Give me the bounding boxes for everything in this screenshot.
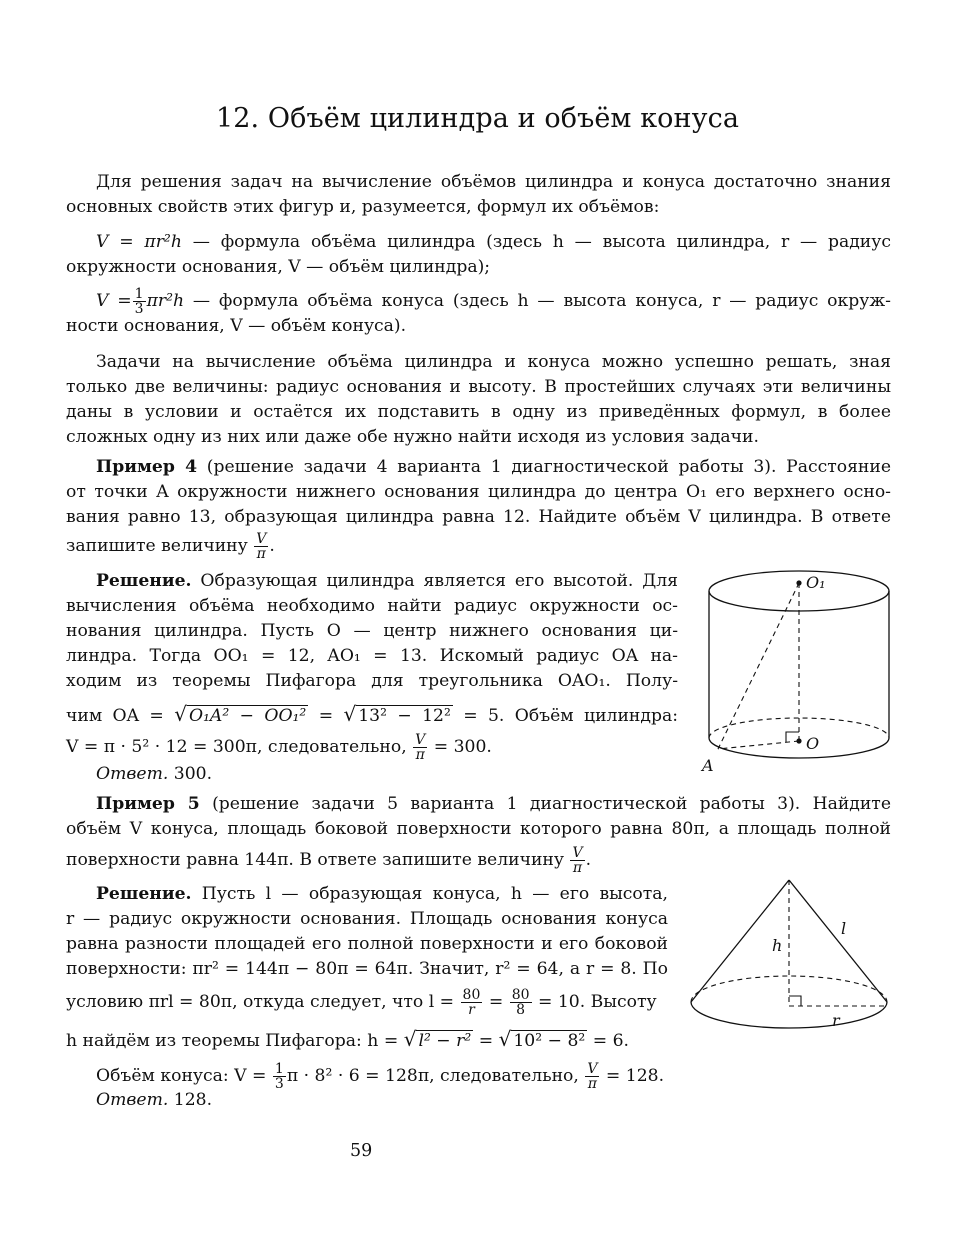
solution4-line-6-post: = 5. Объём цилиндра: xyxy=(452,706,678,726)
solution5-line-7 xyxy=(96,1062,664,1091)
label-O1: O₁ xyxy=(806,573,826,592)
solution4-line-1 xyxy=(96,569,678,594)
solution4-line-5: ходим из теоремы Пифагора для треугольника OAO₁. Полу- xyxy=(66,671,678,691)
cylinder-formula-text: — формула объёма цилиндра (здесь h — высота цилиндра, r — радиус xyxy=(181,232,892,252)
solution4-line-6-pre: чим OA = xyxy=(66,706,164,726)
example4-fraction xyxy=(254,532,268,561)
fraction-denominator: π xyxy=(587,1076,597,1092)
solution4-label: Решение. xyxy=(96,571,192,591)
right-angle-mark xyxy=(789,996,801,1006)
fraction-numerator: V xyxy=(572,845,583,861)
sqrt-radicand-2: 13² − 12² xyxy=(358,706,451,726)
sqrt-sign: √ xyxy=(498,1027,512,1051)
solution5-answer xyxy=(96,1088,212,1113)
fraction-numerator: V xyxy=(587,1061,598,1077)
solution4-line-1-text: Образующая цилиндра является его высотой. Для xyxy=(191,571,678,591)
solution5-line-1 xyxy=(96,882,668,907)
example4-line-3: вания равно 13, образующая цилиндра равна 12. Найдите объём V цилиндра. В ответе xyxy=(66,507,891,527)
cone-figure xyxy=(688,872,898,1042)
solution5-fraction-4 xyxy=(585,1062,599,1091)
example5-line-3-text: поверхности равна 144π. В ответе запишите величину xyxy=(66,850,564,870)
solution5-line-6-post: = 6. xyxy=(587,1031,630,1051)
sqrt-radicand-2: 10² − 8² xyxy=(513,1031,586,1051)
fraction-numerator: V xyxy=(415,732,426,748)
example4-label: Пример 4 xyxy=(96,457,198,477)
fraction-numerator: V xyxy=(256,531,267,547)
solution4-line-4: линдра. Тогда OO₁ = 12, AO₁ = 13. Искомый радиус OA на- xyxy=(66,646,678,666)
point-O1 xyxy=(796,580,801,585)
para2-line-1: Задачи на вычисление объёма цилиндра и конуса можно успешно решать, зная xyxy=(96,352,891,372)
solution4-answer xyxy=(96,762,678,787)
solution4-fraction xyxy=(413,733,427,762)
fraction-numerator: 80 xyxy=(511,987,530,1003)
cylinder-formula: V = πr²h xyxy=(96,232,182,252)
cone-formula-line-1 xyxy=(96,287,891,316)
solution5-line-7-post: = 128. xyxy=(600,1066,665,1086)
fraction-denominator: 8 xyxy=(516,1002,526,1018)
sqrt-sign: √ xyxy=(174,702,187,726)
fraction-denominator: 3 xyxy=(274,1076,284,1092)
label-r: r xyxy=(832,1011,840,1030)
solution4-line-3: нования цилиндра. Пусть O — центр нижнего основания ци- xyxy=(66,621,678,641)
example4-line-1 xyxy=(96,455,891,480)
solution5-line-6-pre: h найдём из теоремы Пифагора: h = xyxy=(66,1031,399,1051)
fraction-denominator: π xyxy=(415,747,425,763)
example5-fraction xyxy=(570,846,584,875)
para2-line-2: только две величины: радиус основания и высоту. В простейших случаях эти величины xyxy=(66,377,891,397)
solution4-line-7-post: = 300. xyxy=(428,737,492,757)
solution5-line-5-post: = 10. Высоту xyxy=(532,992,657,1012)
page-number: 59 xyxy=(350,1141,373,1161)
solution5-line-4: поверхности: πr² = 144π − 80π = 64π. Значит, r² = 64, а r = 8. По xyxy=(66,959,668,979)
fraction-numerator: 1 xyxy=(274,1061,284,1077)
solution4-line-7 xyxy=(66,733,678,762)
solution5-fraction-1 xyxy=(461,988,483,1017)
example5-line-2: объём V конуса, площадь боковой поверхности которого равна 80π, а площадь полной xyxy=(66,819,891,839)
fraction-denominator: π xyxy=(256,546,266,562)
cone-formula-line-2: ности основания, V — объём конуса). xyxy=(66,316,407,336)
example5-period: . xyxy=(585,850,592,870)
cone-formula-lhs: V = xyxy=(96,291,132,311)
solution5-line-3: равна разности площадей его полной поверхности и его боковой xyxy=(66,934,668,954)
cylinder-formula-line-2: окружности основания, V — объём цилиндра); xyxy=(66,257,491,277)
section-title: 12. Объём цилиндра и объём конуса xyxy=(215,103,740,134)
answer-label: Ответ. xyxy=(96,764,169,784)
solution5-line-1-text: Пусть l — образующая конуса, h — его высота, xyxy=(191,884,668,904)
solution4-line-7-pre: V = π · 5² · 12 = 300π, следовательно, xyxy=(66,737,407,757)
solution4-line-2: вычисления объёма необходимо найти радиус окружности ос- xyxy=(66,596,678,616)
example4-line-2: от точки A окружности нижнего основания цилиндра до центра O₁ его верхнего осно- xyxy=(66,482,891,502)
sqrt-radicand-1: O₁A² − OO₁² xyxy=(188,706,307,726)
para2-line-3: даны в условии и остаётся их подставить в одну из приведённых формул, в более xyxy=(66,402,891,422)
fraction-denominator: r xyxy=(468,1002,475,1018)
solution5-fraction-3 xyxy=(273,1062,286,1091)
solution5-line-5-pre: условию πrl = 80π, откуда следует, что l = xyxy=(66,992,455,1012)
answer-label: Ответ. xyxy=(96,1090,169,1110)
cylinder-formula-line-1 xyxy=(96,230,891,255)
cylinder-figure xyxy=(698,565,898,780)
intro-line-2: основных свойств этих фигур и, разумеется, формул их объёмов: xyxy=(66,197,660,217)
fraction-numerator: 1 xyxy=(134,286,144,302)
example4-line-1-text: (решение задачи 4 варианта 1 диагностической работы 3). Расстояние xyxy=(197,457,891,477)
fraction-denominator: 3 xyxy=(134,301,144,317)
cone-right-generatrix xyxy=(789,880,887,1002)
example4-line-4 xyxy=(66,532,891,561)
label-l: l xyxy=(841,919,847,938)
solution5-line-5 xyxy=(66,988,668,1017)
example5-line-1 xyxy=(96,792,891,817)
example5-label: Пример 5 xyxy=(96,794,200,814)
segment-AO1 xyxy=(718,583,799,749)
solution5-fraction-2 xyxy=(510,988,532,1017)
cone-formula-text: — формула объёма конуса (здесь h — высота конуса, r — радиус окруж- xyxy=(184,291,891,311)
solution5-line-2: r — радиус окружности основания. Площадь основания конуса xyxy=(66,909,668,929)
solution4-line-6 xyxy=(66,702,678,729)
solution5-line-5-mid: = xyxy=(483,992,504,1012)
point-O xyxy=(796,738,801,743)
solution5-line-7-pre: Объём конуса: V = xyxy=(96,1066,267,1086)
label-h: h xyxy=(772,936,783,955)
fraction-denominator: π xyxy=(572,860,583,876)
segment-OA xyxy=(718,741,799,749)
label-A: A xyxy=(702,756,714,775)
cone-formula-fraction xyxy=(133,287,146,316)
example4-line-4-text: запишите величину xyxy=(66,536,248,556)
example5-line-1-text: (решение задачи 5 варианта 1 диагностической работы 3). Найдите xyxy=(199,794,891,814)
sqrt-sign: √ xyxy=(343,702,357,726)
solution5-line-7-mid: π · 8² · 6 = 128π, следовательно, xyxy=(286,1066,579,1086)
sqrt-radicand-1: l² − r² xyxy=(418,1031,472,1051)
answer-value: 300. xyxy=(168,764,213,784)
answer-value: 128. xyxy=(168,1090,213,1110)
sqrt-sign: √ xyxy=(403,1027,417,1051)
solution5-line-6 xyxy=(66,1027,668,1054)
label-O: O xyxy=(806,734,820,753)
example4-period: . xyxy=(269,536,275,556)
fraction-numerator: 80 xyxy=(462,987,481,1003)
solution5-label: Решение. xyxy=(96,884,192,904)
solution4-line-6-eq: = xyxy=(308,706,334,726)
example5-line-3 xyxy=(66,846,891,875)
intro-line-1: Для решения задач на вычисление объёмов цилиндра и конуса достаточно знания xyxy=(96,172,891,192)
para2-line-4: сложных одну из них или даже обе нужно найти исходя из условия задачи. xyxy=(66,427,759,447)
cone-formula-rest: πr²h xyxy=(146,291,185,311)
solution5-line-6-eq: = xyxy=(473,1031,494,1051)
